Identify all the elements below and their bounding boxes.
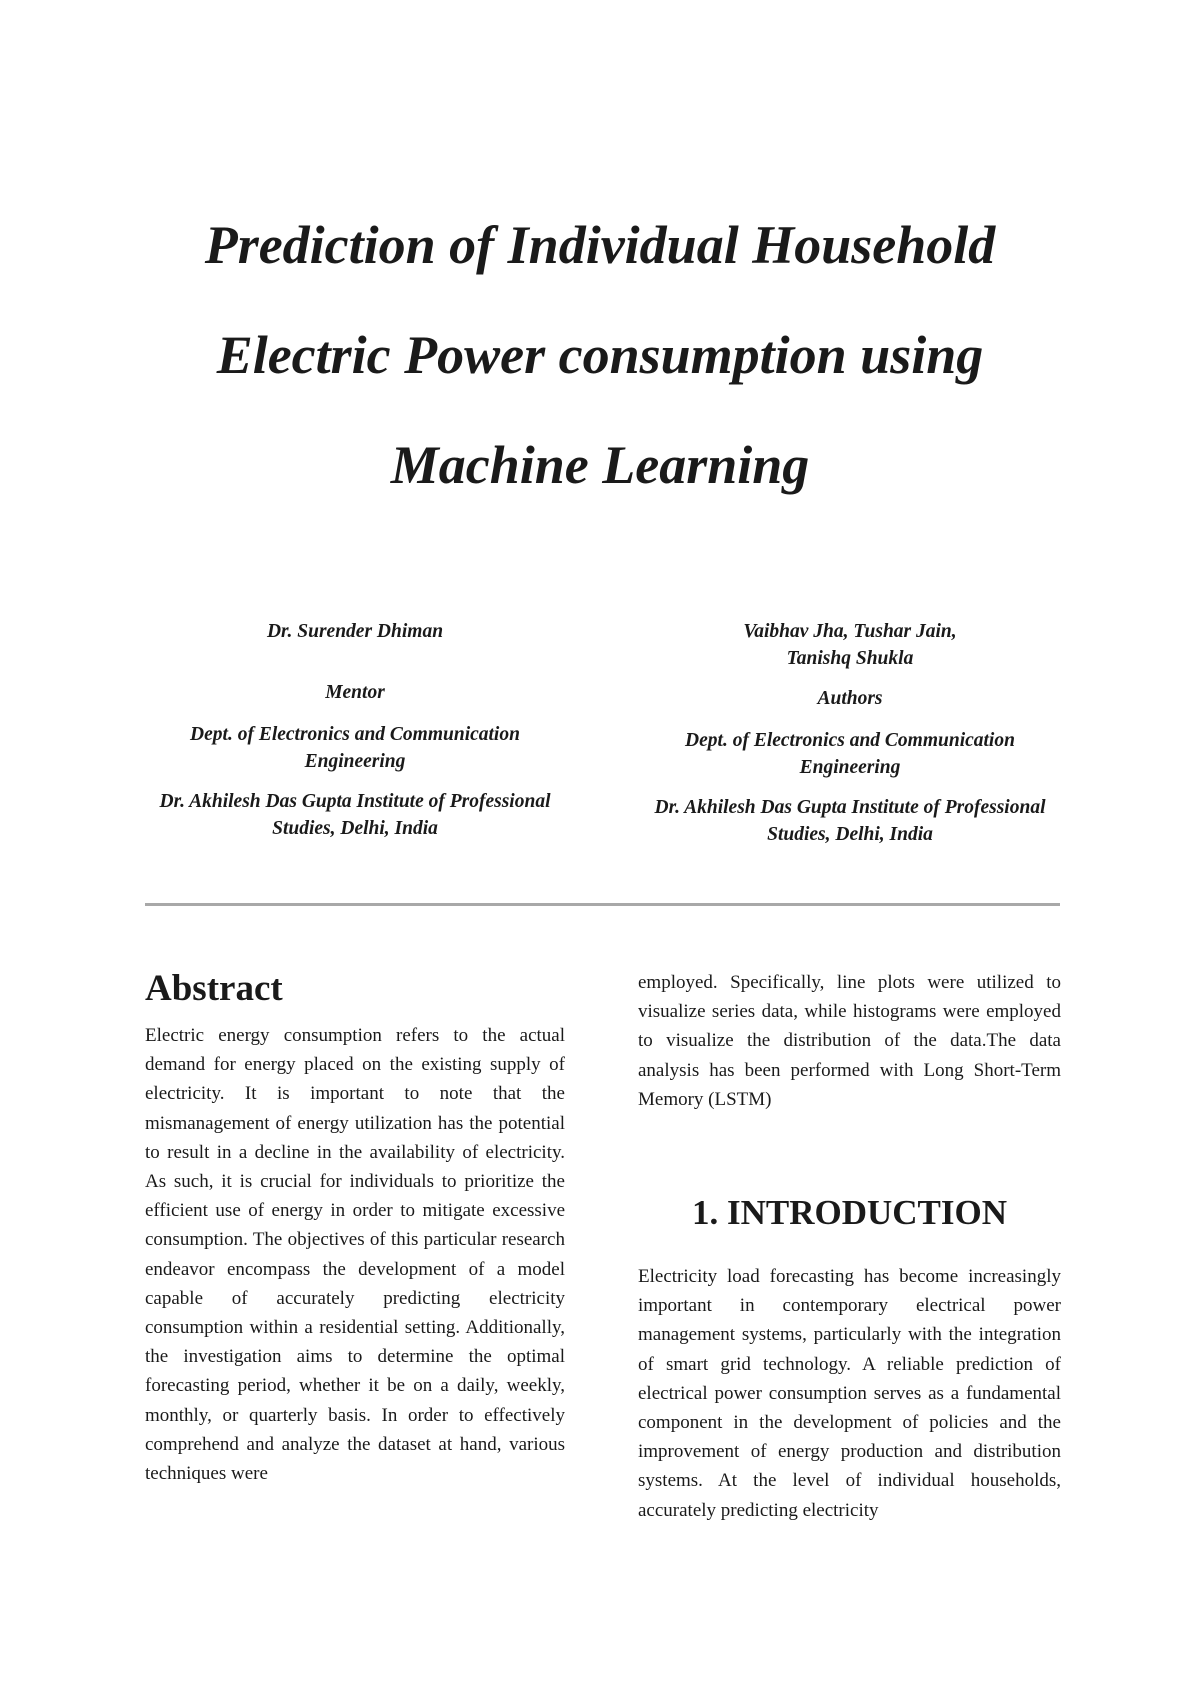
author-names <box>640 618 1060 672</box>
mentor-name: Dr. Surender Dhiman <box>266 621 444 642</box>
mentor-institute: Dr. Akhilesh Das Gupta Institute of Professional Studies, Delhi, India <box>159 791 551 839</box>
abstract-body: Electric energy consumption refers to the actual demand for energy placed on the existing supply of electricity. It is important to note that the mismanagement of energy utilization has the potential to result in a decline in the availability of electricity. As such, it is crucial for individuals to prioritize the efficient use of energy in order to mitigate excessive consumption. The objectives of this particular research endeavor encompass the development of a model capable of accurately predicting electricity consumption within a residential setting. Additionally, the investigation aims to determine the optimal forecasting period, whether it be on a daily, weekly, monthly, or quarterly basis. In order to effectively comprehend and analyze the dataset at hand, various techniques were <box>145 1025 565 1485</box>
mentor-affiliation <box>145 618 565 855</box>
abstract-heading: Abstract <box>145 968 283 1009</box>
mentor-department: Dept. of Electronics and Communication Engineering <box>190 724 520 772</box>
title-line-1: Prediction of Individual Household <box>204 215 996 275</box>
author-names-line-1: Vaibhav Jha, Tushar Jain, <box>743 621 957 642</box>
introduction-body: Electricity load forecasting has become increasingly important in contemporary electrical power management systems, particularly with the integration of smart grid technology. A reliable prediction of electrical power consumption serves as a fundamental component in the development of policies and the improvement of energy production and distribution systems. At the level of individual households, accurately predicting electricity <box>638 1266 1061 1521</box>
author-names-line-2: Tanishq Shukla <box>786 648 914 669</box>
title-line-3: Machine Learning <box>390 435 810 495</box>
authors-affiliation <box>640 618 1060 861</box>
title-line-2: Electric Power consumption using <box>216 325 984 385</box>
authors-department: Dept. of Electronics and Communication Engineering <box>685 730 1015 778</box>
section-divider <box>145 903 1060 906</box>
paper-title <box>100 190 1100 520</box>
authors-role: Authors <box>817 688 883 709</box>
introduction-heading: 1. INTRODUCTION <box>691 1193 1008 1232</box>
authors-institute: Dr. Akhilesh Das Gupta Institute of Professional Studies, Delhi, India <box>654 797 1046 845</box>
abstract-continuation: employed. Specifically, line plots were utilized to visualize series data, while histograms were employed to visualize the distribution of the data.The data analysis has been performed with Long Short-Term Memory (LSTM) <box>638 972 1061 1110</box>
mentor-role: Mentor <box>325 682 385 703</box>
